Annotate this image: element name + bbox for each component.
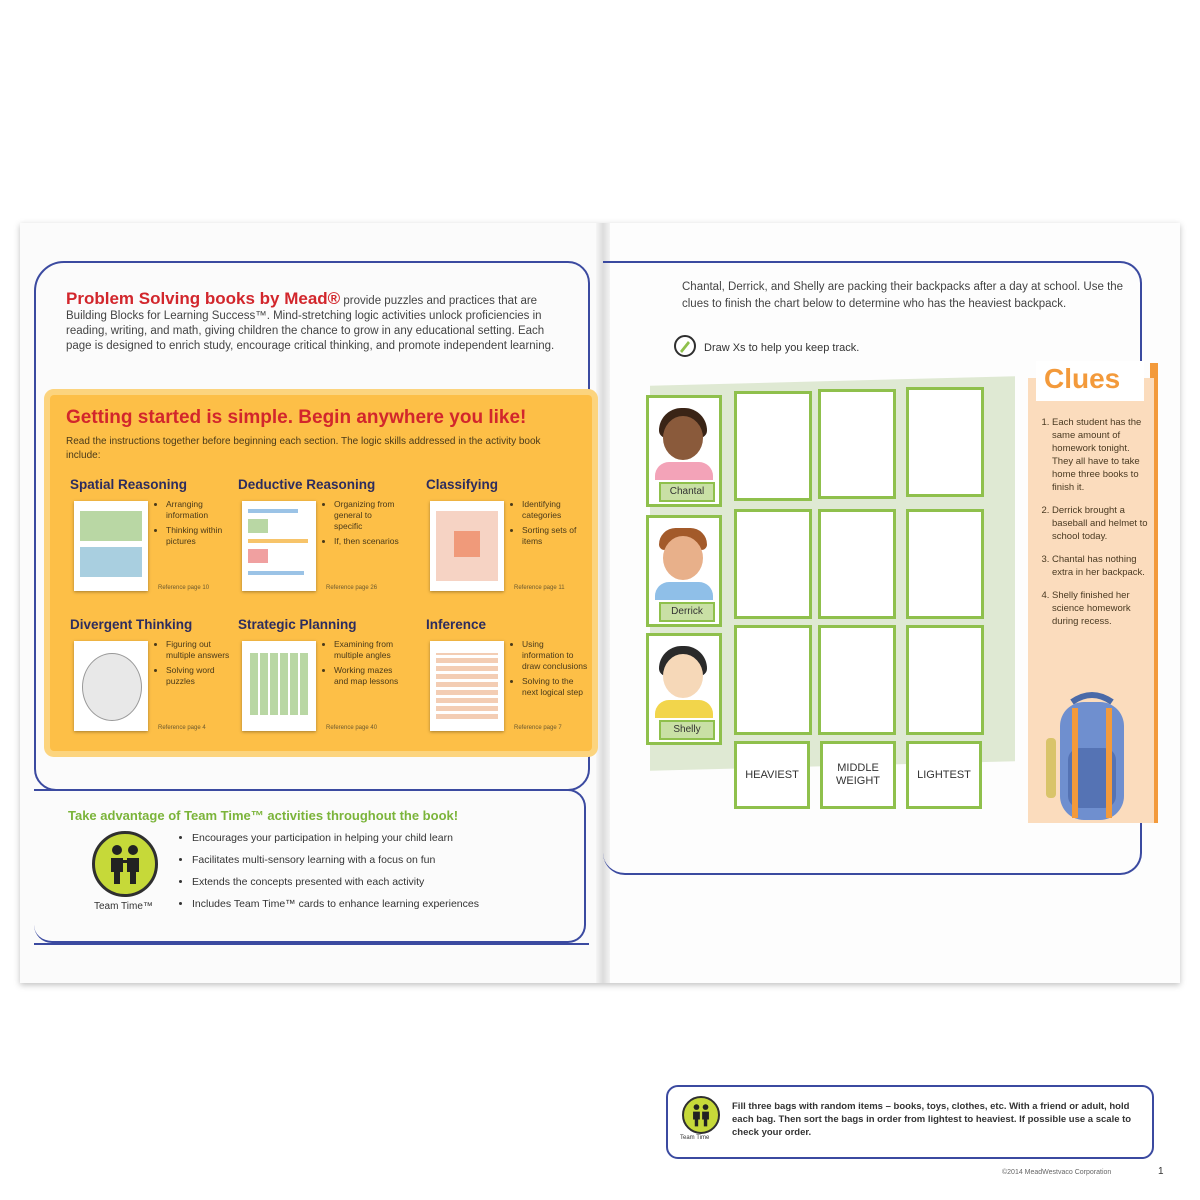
- clues-list: [1040, 416, 1150, 638]
- skill-bullet: • Thinking within pictures: [166, 525, 232, 547]
- intro-body: provide puzzles and practices that are Building Blocks for Learning Success™. Mind-stretching logic activities unlock proficiencies in reading, writing, and math, giving children the chance to grow in any educational setting. Each page is designed to enrich study, encourage critical thinking, and promote independent learning.: [66, 295, 555, 352]
- reference-page: Reference page 40: [326, 725, 378, 731]
- name-tag: Shelly: [659, 720, 715, 740]
- page-thumbnail: [430, 641, 504, 731]
- clue-item: 1. Each student has the same amount of homework tonight. They all have to take home three books to finish it.: [1052, 416, 1150, 494]
- skill-bullet: • Solving word puzzles: [166, 665, 232, 687]
- name-tag: Chantal: [659, 482, 715, 502]
- page-thumbnail: [242, 641, 316, 731]
- list-item: • Encourages your participation in helping your child learn: [192, 827, 572, 849]
- column-label-heaviest: HEAVIEST: [734, 741, 810, 809]
- team-time-tip-text: Fill three bags with random items – books, toys, clothes, etc. With a friend or adult, hold each bag. Then sort the bags in order from lightest to heaviest. If possible use a scale to check your order.: [732, 1101, 1132, 1138]
- list-item: • Extends the concepts presented with each activity: [192, 871, 572, 893]
- skill-inference: [426, 617, 586, 757]
- column-label-middle-weight: MIDDLE WEIGHT: [820, 741, 896, 809]
- list-item: • Includes Team Time™ cards to enhance learning experiences: [192, 893, 572, 915]
- page-thumbnail: [242, 501, 316, 591]
- grid-cell[interactable]: [906, 625, 984, 735]
- backpack-illustration: [1042, 688, 1142, 828]
- grid-cell[interactable]: [734, 509, 812, 619]
- grid-cell[interactable]: [818, 625, 896, 735]
- page-thumbnail: [74, 501, 148, 591]
- portrait-derrick: [646, 515, 722, 627]
- team-time-list: [178, 827, 572, 915]
- skill-bullet: • Working mazes and map lessons: [334, 665, 400, 687]
- open-workbook: [20, 223, 1180, 1177]
- shirt: [655, 582, 713, 600]
- clue-item: 4. Shelly finished her science homework during recess.: [1052, 589, 1150, 628]
- skill-title: Divergent Thinking: [70, 617, 193, 632]
- skill-bullet: • Using information to draw conclusions: [522, 639, 588, 672]
- grid-cell[interactable]: [906, 509, 984, 619]
- skill-bullet: • Organizing from general to specific: [334, 499, 400, 532]
- skill-bullet: • Arranging information: [166, 499, 232, 521]
- skill-title: Spatial Reasoning: [70, 477, 188, 492]
- team-time-icon: [682, 1096, 720, 1134]
- page-number: 1: [1158, 1166, 1164, 1177]
- face: [663, 654, 703, 698]
- team-time-label: Team Time: [680, 1135, 710, 1141]
- intro-paragraph: [66, 291, 571, 354]
- reference-page: Reference page 11: [514, 585, 565, 591]
- getting-started-subheading: Read the instructions together before beginning each section. The logic skills addressed in the activity book include:: [66, 436, 541, 461]
- clues-title: Clues: [1044, 363, 1121, 394]
- grid-cell[interactable]: [906, 387, 984, 497]
- copyright: ©2014 MeadWestvaco Corporation: [1002, 1169, 1112, 1176]
- team-time-label: Team Time™: [94, 901, 153, 912]
- reference-page: Reference page 10: [158, 585, 210, 591]
- divider: [34, 943, 589, 945]
- skill-classifying: [426, 477, 586, 617]
- clue-item: 2. Derrick brought a baseball and helmet to school today.: [1052, 504, 1150, 543]
- skill-spatial-reasoning: [70, 477, 230, 617]
- pencil-icon: [674, 335, 696, 357]
- page-thumbnail: [74, 641, 148, 731]
- portrait-chantal: [646, 395, 722, 507]
- skill-deductive-reasoning: [238, 477, 398, 617]
- name-tag: Derrick: [659, 602, 715, 622]
- skill-title: Deductive Reasoning: [238, 477, 376, 492]
- getting-started-box: [50, 395, 592, 751]
- reference-page: Reference page 7: [514, 725, 562, 731]
- shirt: [655, 462, 713, 480]
- skill-bullet: • Solving to the next logical step: [522, 676, 588, 698]
- grid-cell[interactable]: [734, 391, 812, 501]
- reference-page: Reference page 26: [326, 585, 378, 591]
- skill-strategic-planning: [238, 617, 398, 757]
- grid-cell[interactable]: [818, 389, 896, 499]
- skill-bullet: • If, then scenarios: [334, 536, 400, 547]
- skill-title: Classifying: [426, 477, 499, 492]
- skill-title: Inference: [426, 617, 487, 632]
- face: [663, 536, 703, 580]
- shirt: [655, 700, 713, 718]
- skill-bullet: • Figuring out multiple answers: [166, 639, 232, 661]
- getting-started-heading: Getting started is simple. Begin anywhere you like!: [66, 407, 527, 428]
- page-thumbnail: [430, 501, 504, 591]
- portrait-shelly: [646, 633, 722, 745]
- team-time-icon: [92, 831, 158, 897]
- activity-instructions: Chantal, Derrick, and Shelly are packing their backpacks after a day at school. Use the clues to finish the chart below to determine who has the heaviest backpack.: [682, 281, 1124, 310]
- clue-item: 3. Chantal has nothing extra in her backpack.: [1052, 553, 1150, 579]
- brand-title: Problem Solving books by Mead®: [66, 289, 341, 308]
- skill-bullet: • Sorting sets of items: [522, 525, 588, 547]
- team-time-heading: Take advantage of Team Time™ activities throughout the book!: [68, 808, 459, 823]
- column-label-lightest: LIGHTEST: [906, 741, 982, 809]
- skill-divergent-thinking: [70, 617, 230, 757]
- grid-cell[interactable]: [818, 509, 896, 619]
- skill-bullet: • Identifying categories: [522, 499, 588, 521]
- draw-x-instruction: Draw Xs to help you keep track.: [704, 342, 860, 354]
- list-item: • Facilitates multi-sensory learning with a focus on fun: [192, 849, 572, 871]
- reference-page: Reference page 4: [158, 725, 206, 731]
- skill-bullet: • Examining from multiple angles: [334, 639, 400, 661]
- face: [663, 416, 703, 460]
- grid-cell[interactable]: [734, 625, 812, 735]
- skill-title: Strategic Planning: [238, 617, 357, 632]
